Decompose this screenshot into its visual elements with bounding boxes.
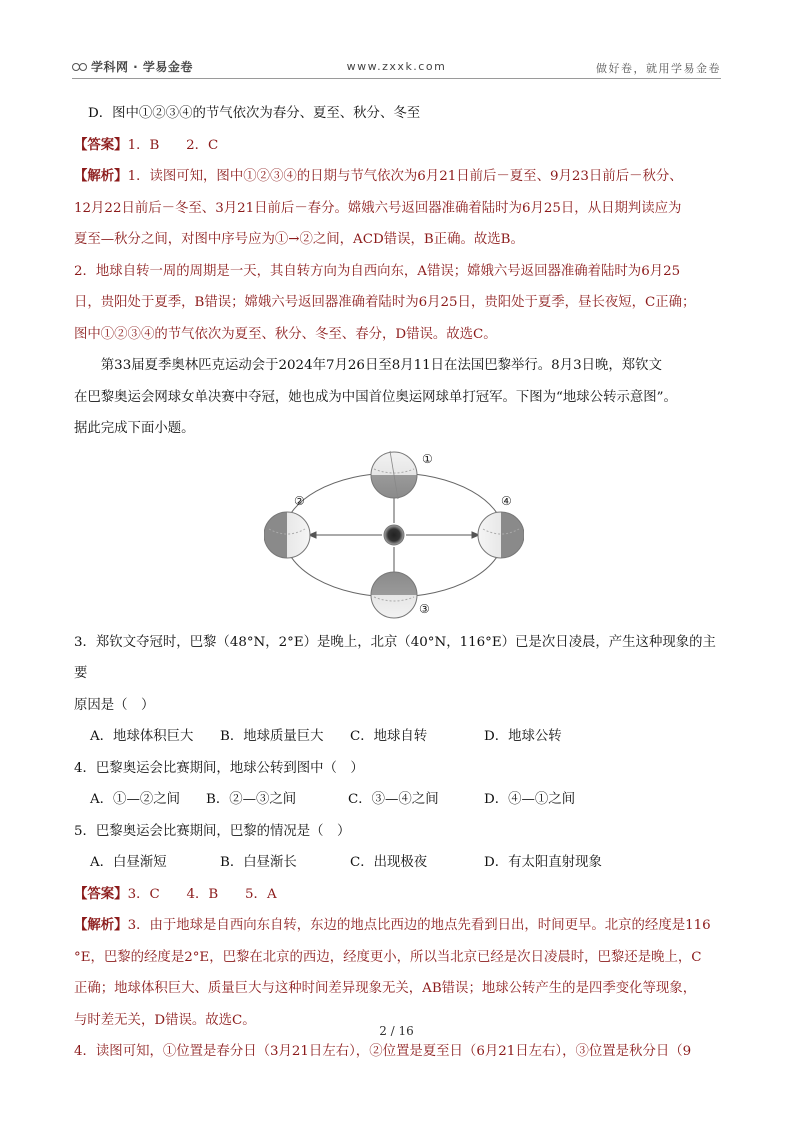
explanation-1-line-3: 夏至—秋分之间，对图中序号应为①→②之间，ACD错误，B正确。故选B。 [74, 232, 524, 247]
stem-line-2: 在巴黎奥运会网球女单决赛中夺冠，她也成为中国首位奥运网球单打冠军。下图为“地球公转示意图”。 [74, 389, 677, 405]
q5-option-a: A．白昼渐短 [90, 855, 167, 870]
explanation-1-line-1 [74, 161, 724, 193]
logo-text: 学科网 · 学易金卷 [91, 60, 193, 74]
explanation-3-line-2: °E，巴黎的经度是2°E，巴黎在北京的西边，经度更小，所以当北京已经是次日凌晨时，巴黎还是晚上，C [74, 949, 702, 965]
answer-1 [74, 130, 724, 162]
explanation-2-line-1: 2．地球自转一周的周期是一天，其自转方向为自西向东，A错误；嫦娥六号返回器准确着陆时为6月25 [74, 263, 681, 279]
orbit-figure [74, 449, 724, 621]
position-label-2: ② [294, 493, 305, 508]
q5-option-b: B．白昼渐长 [220, 855, 297, 870]
q3-option-a: A．地球体积巨大 [90, 729, 194, 744]
stem-line-3: 据此完成下面小题。 [74, 421, 195, 436]
question-4-options [74, 784, 724, 816]
explanation-tag: 【解析】 [74, 917, 128, 933]
earth-3 [371, 572, 417, 618]
q3-option-d: D．地球公转 [484, 729, 562, 744]
explanation-2-line-2: 日，贵阳处于夏季，B错误；嫦娥六号返回器准确着陆时为6月25日，贵阳处于夏季，昼长夜短，C正确； [74, 295, 696, 310]
sun [384, 525, 404, 545]
q3-option-c: C．地球自转 [350, 729, 428, 744]
explanation-text: 1．读图可知，图中①②③④的日期与节气依次为6月21日前后－夏至、9月23日前后－秋分、 [127, 169, 683, 184]
q5-option-d: D．有太阳直射现象 [484, 855, 602, 870]
answer-tag: 【答案】 [74, 885, 128, 902]
explanation-1-line-2: 12月22日前后－冬至、3月21日前后－春分。嫦娥六号返回器准确着陆时为6月25日，从日期判读应为 [74, 200, 682, 216]
option-d-prev: D．图中①②③④的节气依次为春分、夏至、秋分、冬至 [88, 106, 421, 121]
position-label-4: ④ [501, 493, 512, 508]
earth-1 [371, 451, 417, 499]
q3-option-b: B．地球质量巨大 [220, 729, 324, 744]
question-5-options [74, 847, 724, 879]
page-number: 2 / 16 [379, 1024, 414, 1038]
explanation-2-line-3: 图中①②③④的节气依次为夏至、秋分、冬至、春分，D错误。故选C。 [74, 326, 497, 342]
position-label-3: ③ [419, 601, 430, 616]
q4-option-a: A．①—②之间 [90, 792, 181, 807]
question-4: 4．巴黎奥运会比赛期间，地球公转到图中（ ） [74, 760, 364, 776]
explanation-text: 3．由于地球是自西向东自转，东边的地点比西边的地点先看到日出，时间更早。北京的经度是116 [127, 918, 711, 933]
q5-option-c: C．出现极夜 [350, 855, 428, 870]
explanation-3-line-4: 与时差无关，D错误。故选C。 [74, 1012, 256, 1028]
site-url: www.zxxk.com [346, 60, 447, 73]
header-slogan: 做好卷，就用学易金卷 [596, 62, 721, 75]
q4-option-d: D．④—①之间 [484, 792, 576, 807]
explanation-3-line-1 [74, 910, 724, 942]
question-3-line-2: 原因是（ ） [74, 697, 155, 713]
explanation-4-line-1: 4．读图可知，①位置是春分日（3月21日左右），②位置是夏至日（6月21日左右），③位置是秋分日（9 [74, 1044, 692, 1059]
explanation-3-line-3: 正确；地球体积巨大、质量巨大与这种时间差异现象无关，AB错误；地球公转产生的是四季变化等现象， [74, 981, 697, 996]
q4-option-b: B．②—③之间 [206, 792, 297, 807]
question-5: 5．巴黎奥运会比赛期间，巴黎的情况是（ ） [74, 823, 351, 839]
earth-4 [478, 512, 524, 558]
stem-line-1: 第33届夏季奥林匹克运动会于2024年7月26日至8月11日在法国巴黎举行。8月3日晚，郑钦文 [100, 358, 662, 373]
explanation-tag: 【解析】 [74, 168, 128, 184]
page-header [72, 58, 721, 78]
answer-text: 3．C 4．B 5．A [127, 886, 277, 902]
answer-2 [74, 879, 724, 911]
earth-2 [264, 512, 310, 558]
answer-text: 1．B 2．C [127, 137, 219, 153]
header-divider [72, 78, 721, 79]
question-3-line-1: 3．郑钦文夺冠时，巴黎（48°N，2°E）是晚上，北京（40°N，116°E）已是次日凌晨，产生这种现象的主要 [74, 634, 716, 681]
q4-option-c: C．③—④之间 [348, 792, 439, 807]
position-label-1: ① [422, 451, 433, 466]
question-3-options [74, 721, 724, 753]
answer-tag: 【答案】 [74, 136, 128, 153]
document-body [74, 98, 724, 1068]
earth-revolution-diagram [264, 449, 524, 621]
